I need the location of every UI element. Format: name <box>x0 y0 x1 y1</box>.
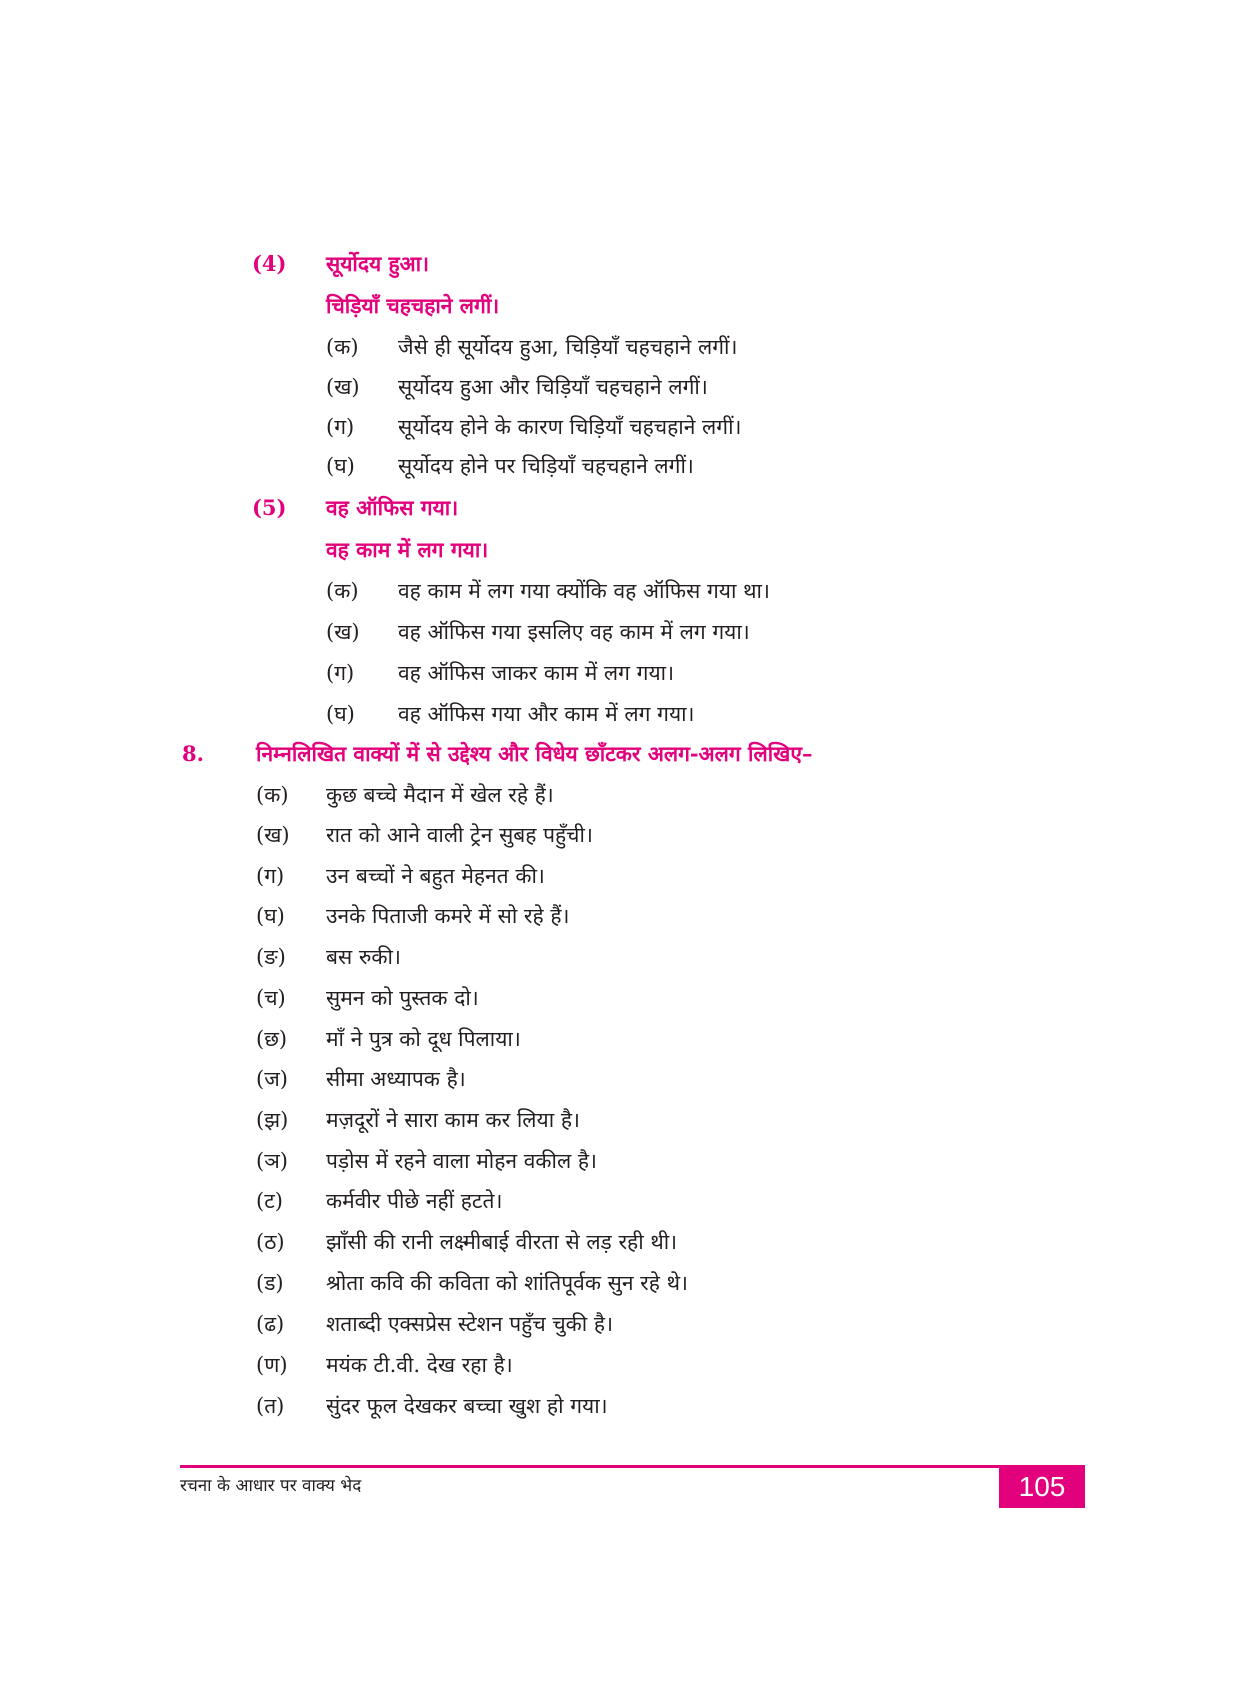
q8-item-label: (ङ) <box>256 945 286 969</box>
q4-sentence-1: सूर्योदय हुआ। <box>326 251 430 276</box>
q8-item-label: (च) <box>256 986 286 1010</box>
q8-item-label: (ण) <box>256 1353 288 1377</box>
page-number: 105 <box>999 1465 1085 1508</box>
q8-item-text: मयंक टी.वी. देख रहा है। <box>326 1353 513 1377</box>
q8-item-label: (ज) <box>256 1067 288 1091</box>
q5-option-label: (क) <box>326 579 359 603</box>
q8-item-label: (ठ) <box>256 1230 285 1254</box>
q5-option-text: वह ऑफिस जाकर काम में लग गया। <box>398 661 675 685</box>
q8-item-text: कुछ बच्चे मैदान में खेल रहे हैं। <box>326 783 554 807</box>
q4-option-label: (ग) <box>326 415 355 439</box>
q8-item-text: सुमन को पुस्तक दो। <box>326 986 479 1010</box>
q5-option-text: वह ऑफिस गया और काम में लग गया। <box>398 702 695 726</box>
q8-item-label: (ट) <box>256 1189 283 1213</box>
q8-item-label: (क) <box>256 783 289 807</box>
q8-item-text: उन बच्चों ने बहुत मेहनत की। <box>326 864 545 888</box>
q8-item-label: (ञ) <box>256 1149 288 1173</box>
q4-option-text: सूर्योदय हुआ और चिड़ियाँ चहचहाने लगीं। <box>398 375 708 399</box>
footer-rule <box>180 1465 1084 1468</box>
q8-item-text: सुंदर फूल देखकर बच्चा खुश हो गया। <box>326 1394 608 1418</box>
q8-item-text: कर्मवीर पीछे नहीं हटते। <box>326 1189 503 1213</box>
q5-option-label: (ख) <box>326 620 360 644</box>
q8-item-label: (ग) <box>256 864 285 888</box>
q4-sentence-2: चिड़ियाँ चहचहाने लगीं। <box>326 293 500 318</box>
q8-item-text: पड़ोस में रहने वाला मोहन वकील है। <box>326 1149 597 1173</box>
q8-item-text: मज़दूरों ने सारा काम कर लिया है। <box>326 1108 580 1132</box>
q4-option-text: सूर्योदय होने पर चिड़ियाँ चहचहाने लगीं। <box>398 454 694 478</box>
q8-number: 8. <box>182 741 204 766</box>
q5-sentence-2: वह काम में लग गया। <box>326 537 489 562</box>
q8-item-label: (ड) <box>256 1271 284 1295</box>
q5-sentence-1: वह ऑफिस गया। <box>326 495 459 520</box>
q8-item-text: रात को आने वाली ट्रेन सुबह पहुँची। <box>326 823 593 847</box>
q8-item-text: श्रोता कवि की कविता को शांतिपूर्वक सुन रहे थे। <box>326 1271 688 1295</box>
q8-item-label: (त) <box>256 1394 285 1418</box>
q8-item-label: (ढ) <box>256 1312 285 1336</box>
q4-option-text: जैसे ही सूर्योदय हुआ, चिड़ियाँ चहचहाने लगीं। <box>398 335 738 359</box>
q8-item-label: (छ) <box>256 1027 288 1051</box>
q8-item-text: माँ ने पुत्र को दूध पिलाया। <box>326 1027 521 1051</box>
q5-option-label: (घ) <box>326 702 355 726</box>
q5-option-text: वह काम में लग गया क्योंकि वह ऑफिस गया था। <box>398 579 770 603</box>
q8-item-text: बस रुकी। <box>326 945 401 969</box>
q8-item-text: सीमा अध्यापक है। <box>326 1067 466 1091</box>
q5-option-label: (ग) <box>326 661 355 685</box>
q8-item-label: (झ) <box>256 1108 289 1132</box>
q8-item-text: उनके पिताजी कमरे में सो रहे हैं। <box>326 904 570 928</box>
q4-option-label: (घ) <box>326 454 355 478</box>
q4-option-label: (क) <box>326 335 359 359</box>
q4-option-text: सूर्योदय होने के कारण चिड़ियाँ चहचहाने लगीं। <box>398 415 742 439</box>
q8-item-label: (घ) <box>256 904 285 928</box>
footer-chapter-title: रचना के आधार पर वाक्य भेद <box>180 1476 362 1496</box>
q4-number: (4) <box>252 251 287 276</box>
q5-option-text: वह ऑफिस गया इसलिए वह काम में लग गया। <box>398 620 750 644</box>
q5-number: (5) <box>252 495 287 520</box>
q8-item-label: (ख) <box>256 823 290 847</box>
q4-option-label: (ख) <box>326 375 360 399</box>
q8-item-text: शताब्दी एक्सप्रेस स्टेशन पहुँच चुकी है। <box>326 1312 614 1336</box>
q8-heading: निम्नलिखित वाक्यों में से उद्देश्य और विधेय छाँटकर अलग-अलग लिखिए– <box>256 741 813 766</box>
q8-item-text: झाँसी की रानी लक्ष्मीबाई वीरता से लड़ रही थी। <box>326 1230 678 1254</box>
